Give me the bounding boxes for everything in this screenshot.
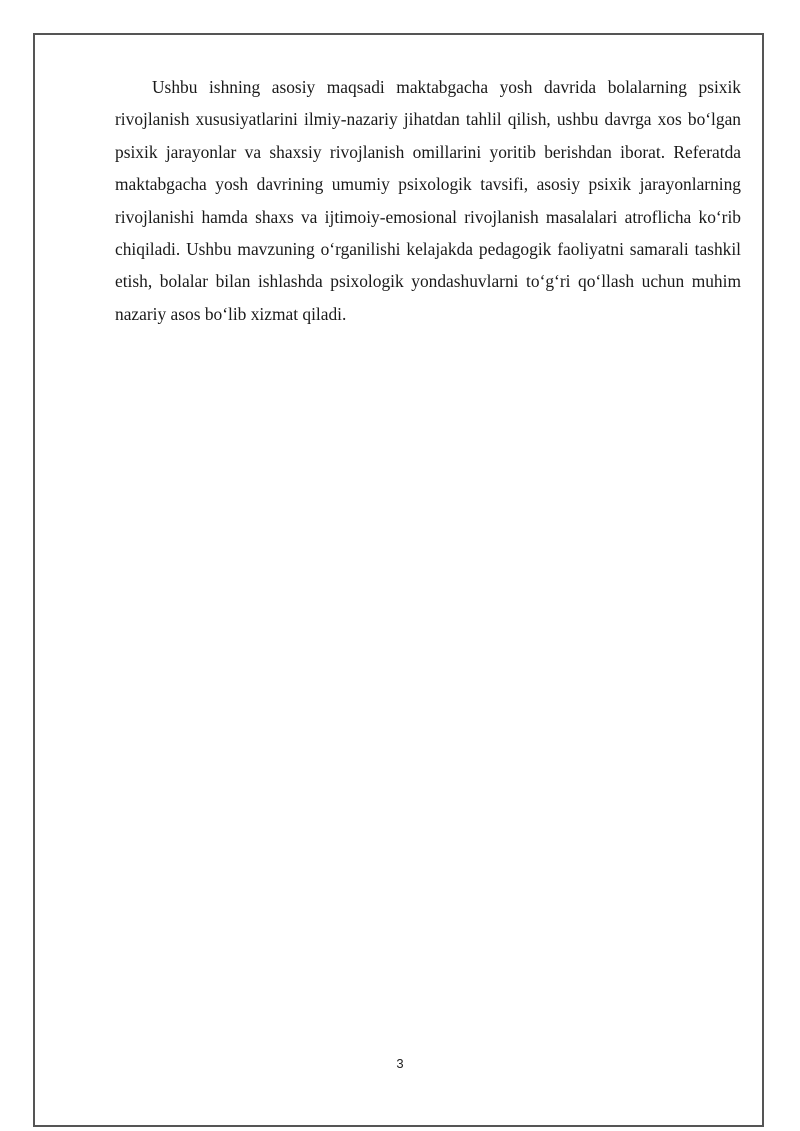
- body-paragraph: Ushbu ishning asosiy maqsadi maktabgacha yosh davrida bolalarning psixik rivojlanish xususiyatlarini ilmiy-nazariy jihatdan tahlil qilish, ushbu davrga xos boʻlgan psixik jarayonlar va shaxsiy rivojlanish omillarini yoritib berishdan iborat. Referatda maktabgacha yosh davrining umumiy psixologik tavsifi, asosiy psixik jarayonlarning rivojlanishi hamda shaxs va ijtimoiy-emosional rivojlanish masalalari atroflicha koʻrib chiqiladi. Ushbu mavzuning oʻrganilishi kelajakda pedagogik faoliyatni samarali tashkil etish, bolalar bilan ishlashda psixologik yondashuvlarni toʻgʻri qoʻllash uchun muhim nazariy asos boʻlib xizmat qiladi.: [115, 77, 741, 324]
- page-number: 3: [396, 1056, 404, 1071]
